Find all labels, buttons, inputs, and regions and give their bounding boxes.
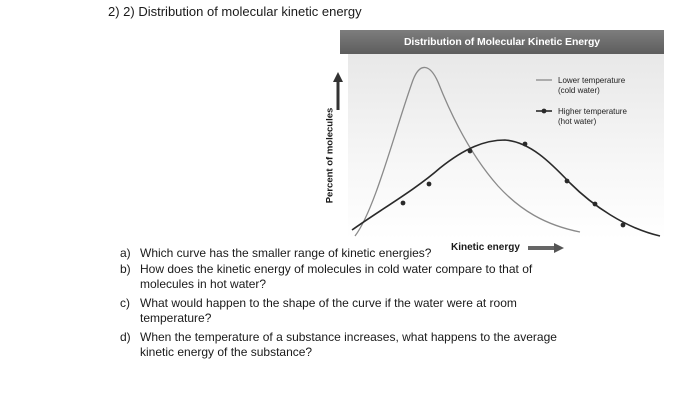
legend-higher-marker — [542, 109, 547, 114]
curve-marker — [523, 142, 528, 147]
question-text: What would happen to the shape of the curve if the water were at room temperature? — [140, 295, 517, 325]
higher-temperature-curve — [352, 140, 660, 236]
question-marker: c) — [120, 295, 130, 310]
question-marker: b) — [120, 261, 131, 276]
legend-higher-line1: Higher temperature — [558, 107, 627, 116]
chart-title: Distribution of Molecular Kinetic Energy — [340, 30, 664, 54]
question-b — [120, 262, 580, 293]
question-text: How does the kinetic energy of molecules in cold water compare to that of molecules in hot water? — [140, 261, 533, 291]
legend-lower-line1: Lower temperature — [558, 76, 626, 85]
question-marker: a) — [120, 246, 131, 260]
question-text: Which curve has the smaller range of kinetic energies? — [140, 246, 432, 260]
question-marker: d) — [120, 329, 131, 344]
curve-marker — [468, 149, 473, 154]
x-axis-label: Kinetic energy — [451, 242, 520, 253]
higher-curve-markers — [401, 142, 626, 228]
legend-lower-line2: (cold water) — [558, 86, 600, 95]
legend-higher — [558, 107, 627, 127]
legend-lower — [558, 76, 625, 96]
question-a — [120, 246, 580, 262]
curve-marker — [593, 202, 598, 207]
question-text: When the temperature of a substance increases, what happens to the average kinetic energy of the substance? — [140, 329, 557, 359]
question-c — [120, 296, 580, 327]
question-list — [120, 246, 580, 361]
lower-temperature-curve — [355, 67, 580, 236]
legend-higher-line2: (hot water) — [558, 117, 597, 126]
y-axis-arrow-head — [333, 72, 343, 82]
curve-marker — [427, 182, 432, 187]
curve-marker — [565, 179, 570, 184]
question-d — [120, 330, 580, 361]
curve-marker — [401, 201, 406, 206]
section-heading: 2) 2) Distribution of molecular kinetic energy — [108, 4, 362, 19]
curve-marker — [621, 223, 626, 228]
y-axis-label: Percent of molecules — [324, 107, 336, 204]
